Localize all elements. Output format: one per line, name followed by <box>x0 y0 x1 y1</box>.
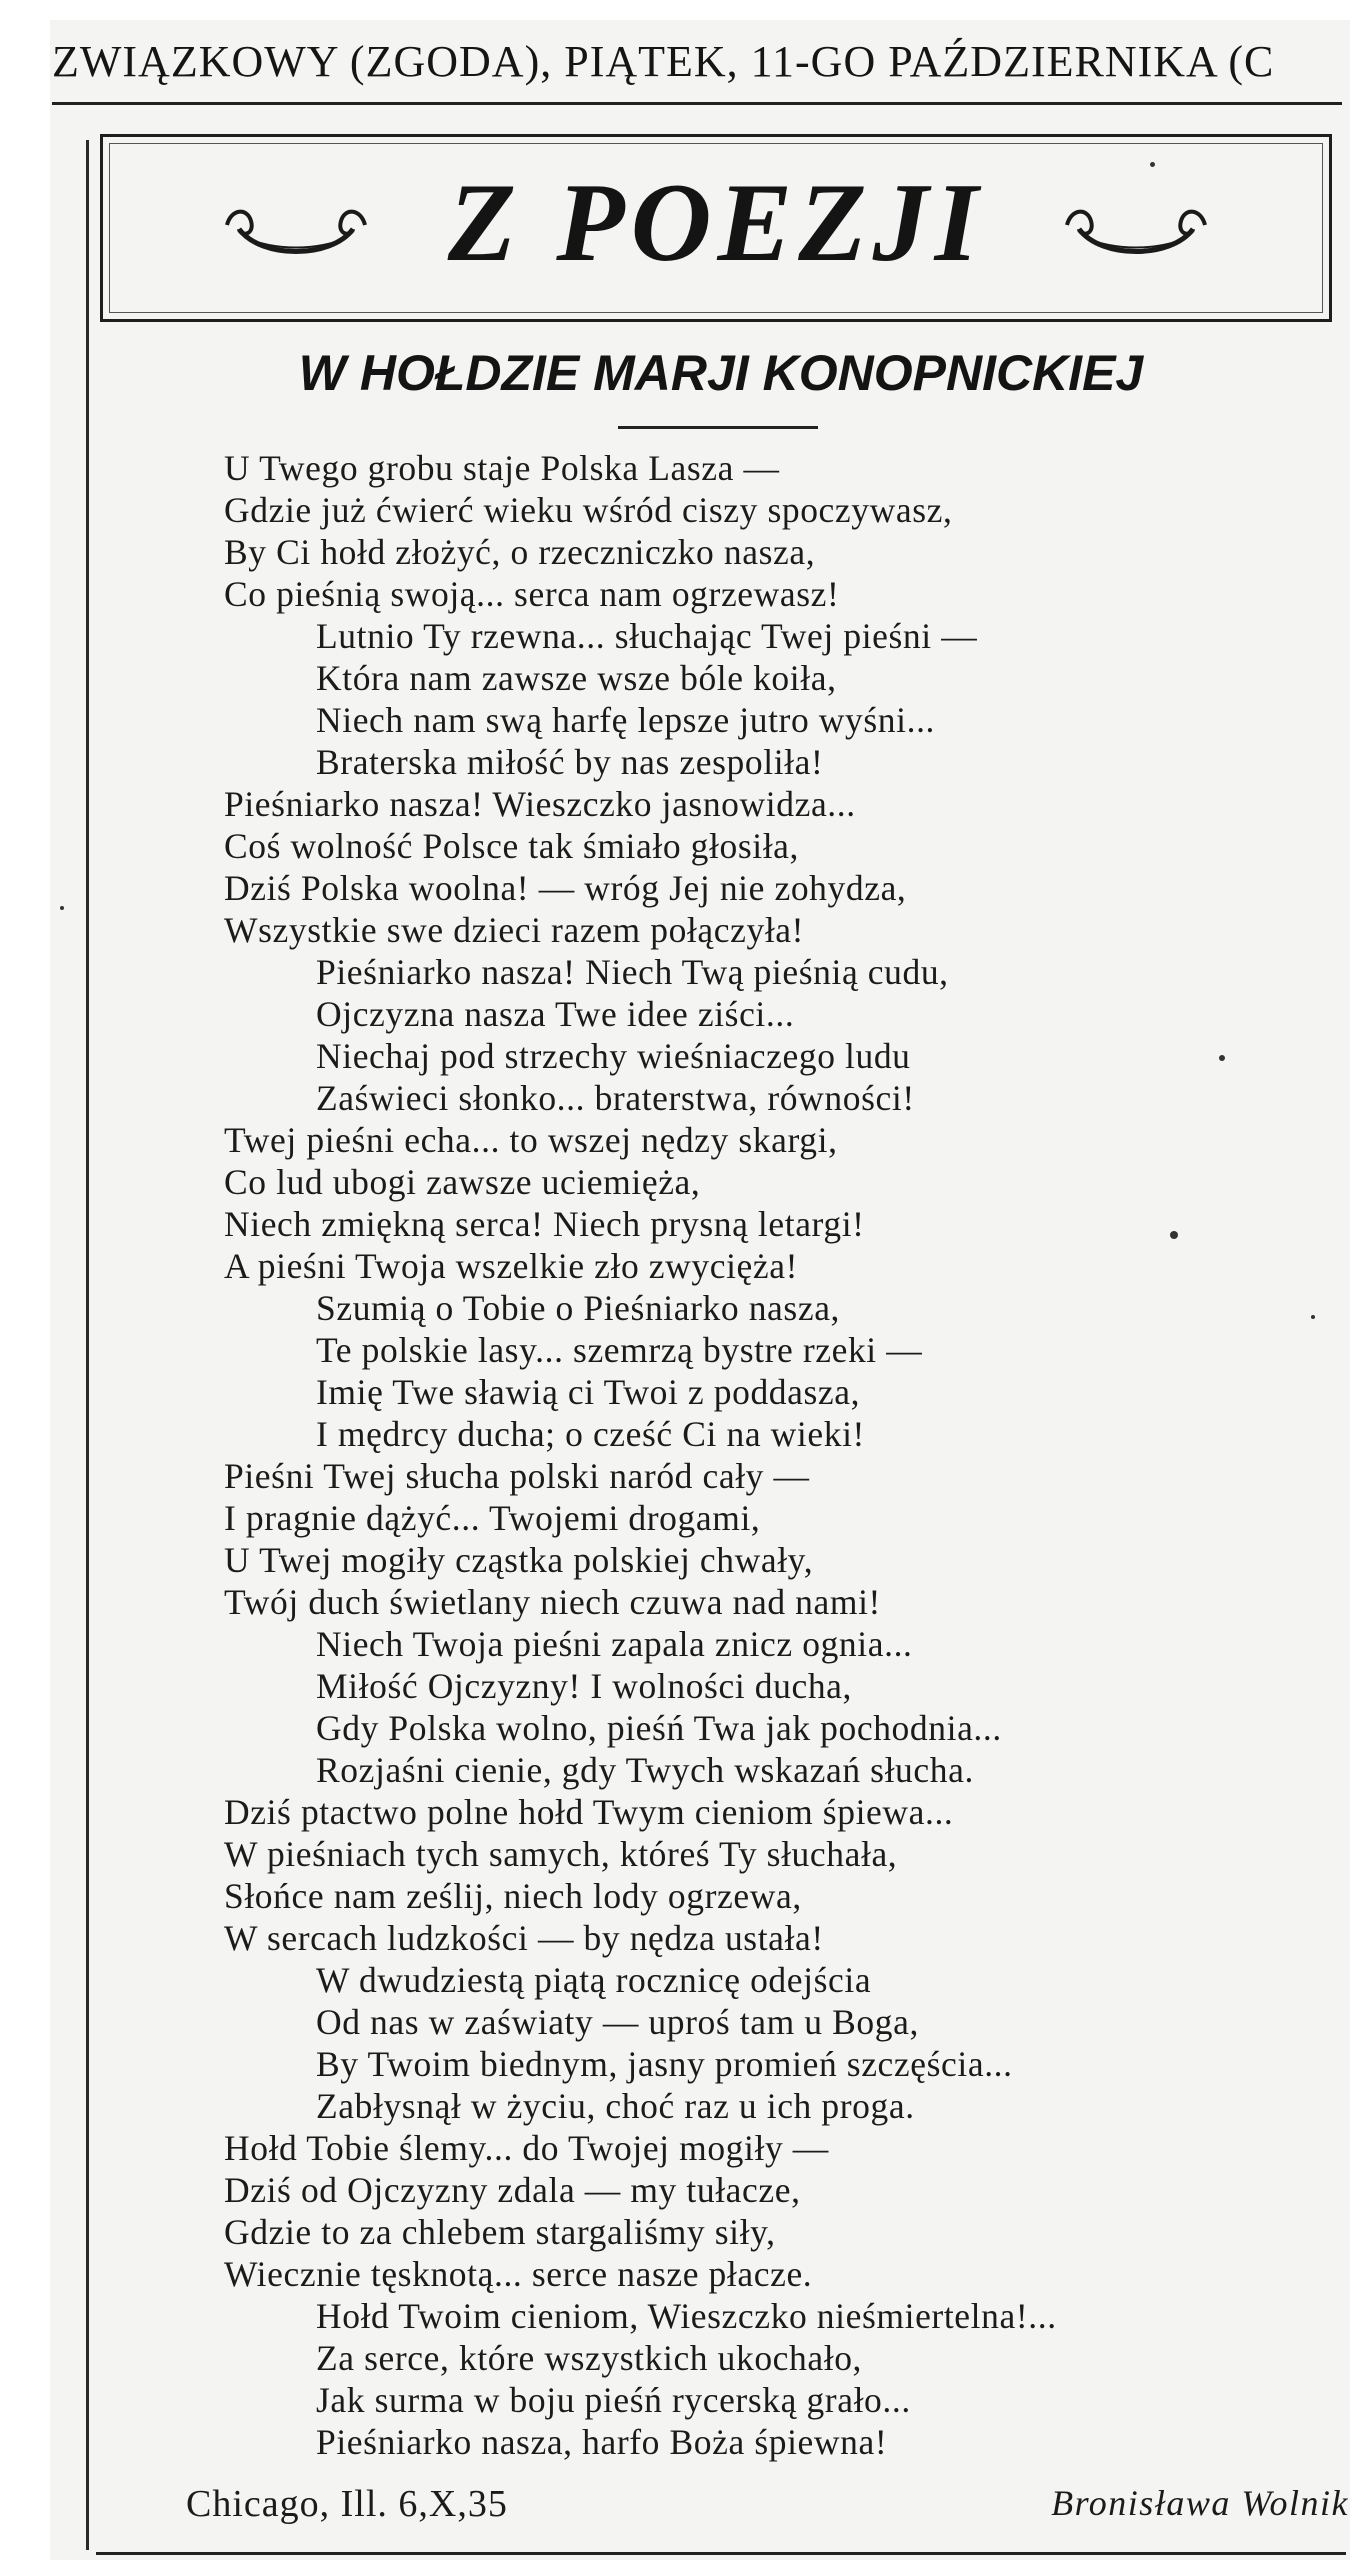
poem-line: Twej pieśni echa... to wszej nędzy skargi, <box>224 1120 838 1160</box>
poem-line: Rozjaśni cienie, gdy Twych wskazań słucha. <box>316 1750 974 1790</box>
poem-line: Imię Twe sławią ci Twoi z poddasza, <box>316 1372 861 1412</box>
poem-line: A pieśni Twoja wszelkie zło zwycięża! <box>224 1246 799 1286</box>
poem-line: Gdzie to za chlebem stargaliśmy siły, <box>224 2212 776 2252</box>
poem-line: Pieśniarko nasza, harfo Boża śpiewna! <box>316 2422 888 2462</box>
poem-line: Braterska miłość by nas zespoliła! <box>316 742 824 782</box>
poem-title-rule <box>618 426 818 429</box>
poem-line: Niech zmiękną serca! Niech prysną letargi! <box>224 1204 865 1244</box>
poem-line: Wszystkie swe dzieci razem połączyła! <box>224 910 805 950</box>
poem-line: U Twej mogiły cząstka polskiej chwały, <box>224 1540 814 1580</box>
poem-line: Niechaj pod strzechy wieśniaczego ludu <box>316 1036 911 1076</box>
poem-line: Słońce nam ześlij, niech lody ogrzewa, <box>224 1876 802 1916</box>
poem-line: Miłość Ojczyzny! I wolności ducha, <box>316 1666 852 1706</box>
section-title-box <box>100 134 1332 322</box>
poem-line: Te polskie lasy... szemrzą bystre rzeki — <box>316 1330 923 1370</box>
poem-line: Która nam zawsze wsze bóle koiła, <box>316 658 837 698</box>
poem-line: Niech nam swą harfę lepsze jutro wyśni... <box>316 700 936 740</box>
poem-body <box>224 447 1324 2463</box>
section-title: Z POEZJI <box>447 161 985 285</box>
poem-line: By Ci hołd złożyć, o rzeczniczko nasza, <box>224 532 816 572</box>
poem-line: Szumią o Tobie o Pieśniarko nasza, <box>316 1288 841 1328</box>
poem-line: Pieśni Twej słucha polski naród cały — <box>224 1456 810 1496</box>
poem-line: W sercach ludzkości — by nędza ustała! <box>224 1918 824 1958</box>
poem-line: Gdy Polska wolno, pieśń Twa jak pochodnia... <box>316 1708 1002 1748</box>
poem-line: Pieśniarko nasza! Wieszczko jasnowidza... <box>224 784 856 824</box>
poem-line: Zaświeci słonko... braterstwa, równości! <box>316 1078 915 1118</box>
poem-line: Dziś ptactwo polne hołd Twym cieniom śpiewa... <box>224 1792 954 1832</box>
print-speck <box>1170 1231 1178 1239</box>
poem-line: Gdzie już ćwierć wieku wśród ciszy spoczywasz, <box>224 490 953 530</box>
poem-line: W pieśniach tych samych, któreś Ty słuchała, <box>224 1834 898 1874</box>
poem-line: Pieśniarko nasza! Niech Twą pieśnią cudu, <box>316 952 949 992</box>
poem-line: Jak surma w boju pieśń rycerską grało... <box>316 2380 911 2420</box>
masthead-rule <box>52 102 1342 105</box>
poem-line: Hołd Tobie ślemy... do Twojej mogiły — <box>224 2128 829 2168</box>
newspaper-masthead: ZWIĄZKOWY (ZGODA), PIĄTEK, 11-GO PAŹDZIERNIKA (C <box>52 37 1275 86</box>
swash-ornament-icon <box>1061 197 1211 267</box>
poem-line: Za serce, które wszystkich ukochało, <box>316 2338 863 2378</box>
poem-line: W dwudziestą piątą rocznicę odejścia <box>316 1960 872 2000</box>
poem-line: I mędrcy ducha; o cześć Ci na wieki! <box>316 1414 865 1454</box>
poem-line: Hołd Twoim cieniom, Wieszczko nieśmiertelna!... <box>316 2296 1057 2336</box>
print-speck <box>1311 1315 1315 1319</box>
poem-line: Ojczyzna nasza Twe idee ziści... <box>316 994 795 1034</box>
print-speck <box>1150 162 1155 167</box>
place-date: Chicago, Ill. 6,X,35 <box>186 2483 508 2525</box>
poem-line: Coś wolność Polsce tak śmiało głosiła, <box>224 826 799 866</box>
poem-line: Dziś Polska woolna! — wróg Jej nie zohydza, <box>224 868 907 908</box>
poem-title: W HOŁDZIE MARJI KONOPNICKIEJ <box>298 345 1144 401</box>
bottom-rule <box>96 2552 1346 2555</box>
poem-line: Niech Twoja pieśni zapala znicz ognia... <box>316 1624 913 1664</box>
poem-line: Od nas w zaświaty — uproś tam u Boga, <box>316 2002 919 2042</box>
poem-line: Wiecznie tęsknotą... serce nasze płacze. <box>224 2254 813 2294</box>
poem-line: Co pieśnią swoją... serca nam ogrzewasz! <box>224 574 840 614</box>
poem-line: Lutnio Ty rzewna... słuchając Twej pieśni — <box>316 616 978 656</box>
poem-line: Twój duch świetlany niech czuwa nad nami! <box>224 1582 881 1622</box>
poem-line: U Twego grobu staje Polska Lasza — <box>224 448 780 488</box>
poem-line: Dziś od Ojczyzny zdala — my tułacze, <box>224 2170 801 2210</box>
print-speck <box>60 906 64 910</box>
author-signature: Bronisława Wolnik <box>1051 2483 1349 2523</box>
print-speck <box>1219 1055 1225 1061</box>
poem-line: Zabłysnął w życiu, choć raz u ich proga. <box>316 2086 915 2126</box>
poem-line: I pragnie dążyć... Twojemi drogami, <box>224 1498 761 1538</box>
column-rule <box>86 140 89 2550</box>
poem-line: Co lud ubogi zawsze uciemięża, <box>224 1162 701 1202</box>
poem-line: By Twoim biednym, jasny promień szczęścia... <box>316 2044 1013 2084</box>
